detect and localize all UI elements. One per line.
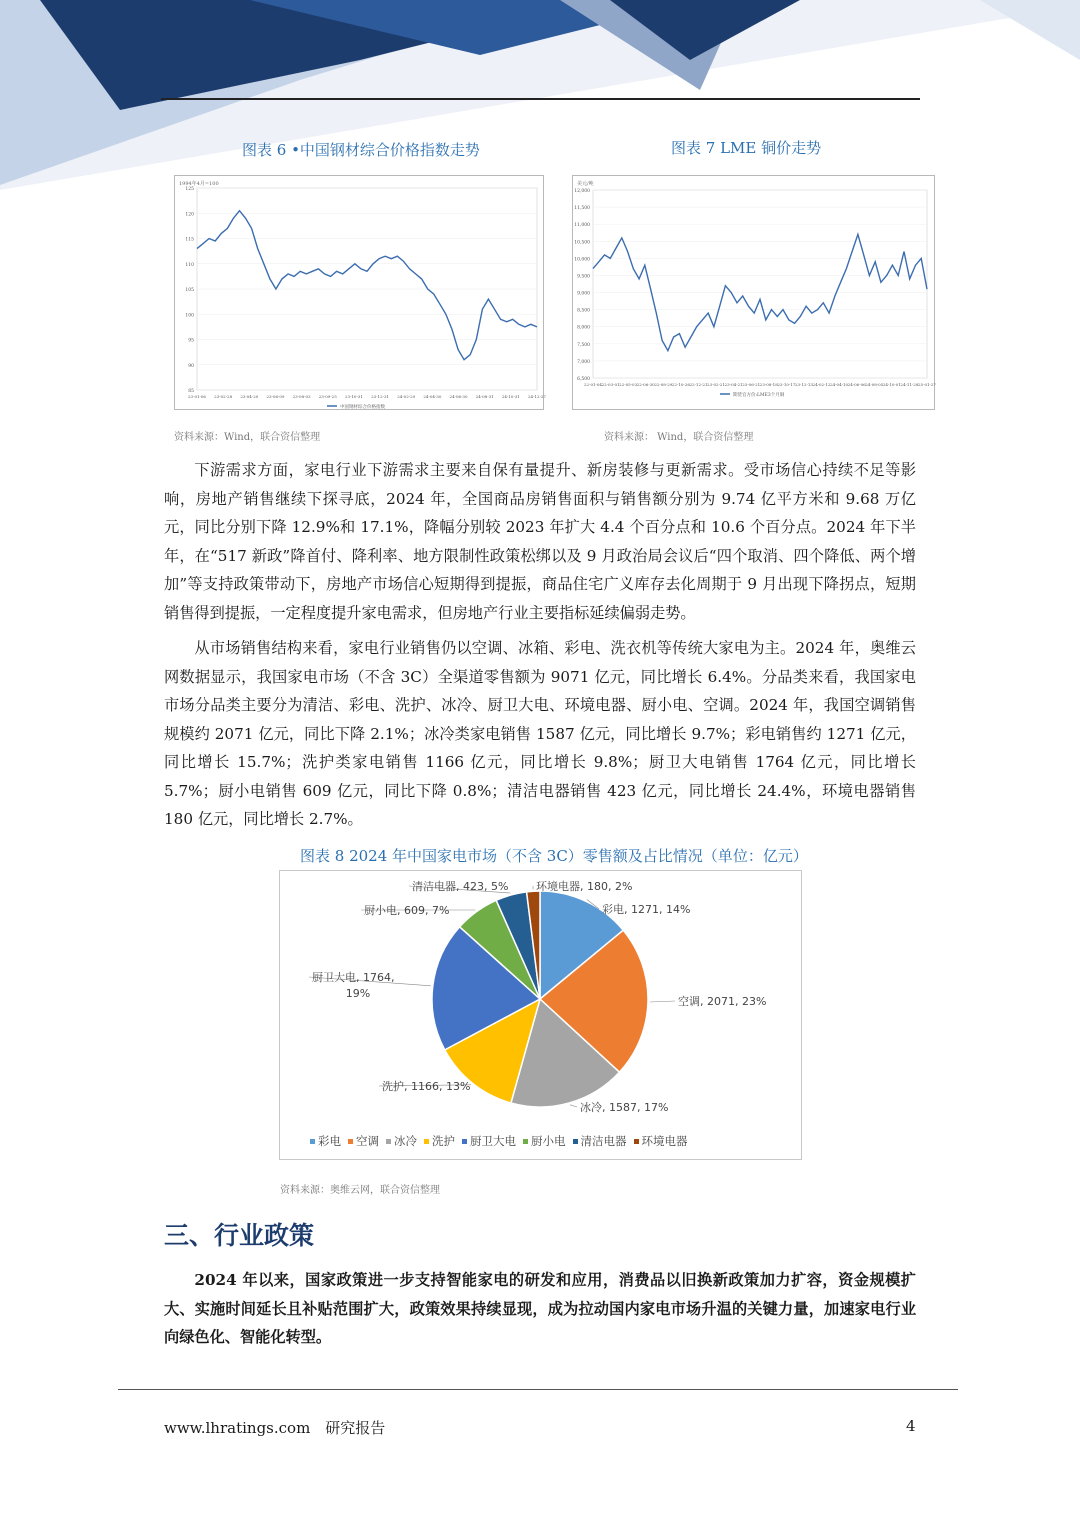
figure6-source: 资料来源：Wind，联合资信整理 — [174, 432, 321, 443]
figure7-plot — [573, 176, 934, 409]
fig6-legend-label: 中国钢材综合价格指数 — [340, 405, 385, 410]
fig6-series-line — [197, 211, 537, 360]
figure8-chart — [279, 870, 802, 1160]
pie-label-洗护: 洗护, 1166, 13% — [382, 1080, 471, 1093]
fig6-ytick: 120 — [185, 212, 194, 218]
page-number: 4 — [906, 1417, 916, 1435]
fig6-ytick: 90 — [188, 363, 194, 369]
legend-label: 彩电 — [318, 1134, 341, 1148]
section-title: 三、行业政策 — [164, 1221, 315, 1250]
fig7-xtick: 23-06-21 — [742, 382, 761, 387]
fig7-xtick: 24-06-06 — [847, 382, 866, 387]
legend-item-洗护 — [424, 1133, 455, 1149]
fig6-ytick: 125 — [185, 187, 194, 192]
fig6-xtick: 23-02-28 — [214, 394, 233, 399]
figure6-title: 图表 6 •中国钢材综合价格指数走势 — [242, 141, 480, 159]
pie-label-空调: 空调, 2071, 23% — [678, 995, 767, 1008]
fig6-xtick: 24-08-31 — [475, 394, 494, 399]
fig7-legend-label: 期货官方价:LME3个月铜 — [733, 393, 785, 398]
legend-item-环境电器 — [634, 1133, 688, 1149]
fig6-xtick: 23-04-20 — [240, 394, 259, 399]
paragraph-demand: 下游需求方面，家电行业下游需求主要来自保有量提升、新房装修与更新需求。受市场信心持续不足等影响，房地产销售继续下探寻底，2024 年，全国商品房销售面积与销售额分别为 9.74 亿平方米和 9.68 万亿元，同比分别下降 12.9%和 17.1%，降幅分别较 2023 年扩大 4.4 个百分点和 10.6 个百分点。2024 年下半年，在“517 新政”降首付、降利率、地方限制性政策松绑以及 9 月政治局会议后“四个取消、四个降低、两个增加”等支持政策带动下，房地产市场信心短期得到提振，商品住宅广义库存去化周期于 9 月出现下降拐点，短期销售得到提振，一定程度提升家电需求，但房地产行业主要指标延续偏弱走势。 — [164, 461, 916, 622]
fig7-xtick: 22-01-04 — [584, 382, 602, 387]
fig7-ytick: 7,500 — [577, 342, 590, 348]
legend-label: 洗护 — [432, 1134, 455, 1148]
fig7-xtick: 23-04-21 — [724, 382, 743, 387]
legend-item-厨卫大电 — [462, 1133, 516, 1149]
pie-label-厨小电: 厨小电, 609, 7% — [364, 904, 450, 917]
fig7-xtick: 22-10-26 — [671, 382, 690, 387]
legend-swatch — [634, 1139, 639, 1144]
fig6-xtick: 23-12-31 — [371, 394, 390, 399]
figure7-source: 资料来源： Wind，联合资信整理 — [604, 432, 754, 443]
paragraph-structure: 从市场销售结构来看，家电行业销售仍以空调、冰箱、彩电、洗衣机等传统大家电为主。2024 年，奥维云网数据显示，我国家电市场（不含 3C）全渠道零售额为 9071 亿元，同比增长 6.4%。分品类来看，我国家电市场分品类主要分为清洁、彩电、洗护、冰冷、厨卫大电、环境电器、厨小电、空调。2024 年，我国空调销售规模约 2071 亿元，同比下降 2.1%；冰冷类家电销售 1587 亿元，同比增长 9.7%；彩电销售约 1271 亿元，同比增长 15.7%；洗护类家电销售 1166 亿元，同比增长 9.8%；厨卫大电销售 1764 亿元，同比增长 5.7%；厨小电销售 609 亿元，同比下降 0.8%；清洁电器销售 423 亿元，同比增长 24.4%，环境电器销售 180 亿元，同比增长 2.7%。 — [164, 639, 916, 828]
fig6-xtick: 24-06-30 — [449, 394, 468, 399]
fig7-xtick: 24-04-10 — [830, 382, 849, 387]
legend-label: 环境电器 — [641, 1134, 688, 1148]
pie-label-彩电: 彩电, 1271, 14% — [602, 903, 691, 916]
fig7-ytick: 9,500 — [577, 274, 590, 280]
fig6-ytick: 95 — [188, 338, 194, 344]
fig7-xtick: 22-05-03 — [619, 382, 638, 387]
footer-rule — [118, 1389, 958, 1390]
figure7-title: 图表 7 LME 铜价走势 — [671, 139, 822, 157]
fig6-xtick: 23-09-25 — [318, 394, 337, 399]
paragraph-policy: 2024 年以来，国家政策进一步支持智能家电的研发和应用，消费品以旧换新政策加力扩容，资金规模扩大、实施时间延长且补贴范围扩大，政策效果持续显现，成为拉动国内家电市场升温的关键力量，加速家电行业向绿色化、智能化转型。 — [164, 1271, 916, 1346]
fig7-xtick: 24-11-28 — [900, 382, 919, 387]
fig6-unit: 1994年4月=100 — [179, 181, 219, 187]
fig7-xtick: 24-10-01 — [882, 382, 901, 387]
fig6-ytick: 85 — [188, 389, 194, 394]
legend-item-空调 — [348, 1133, 379, 1149]
legend-item-冰冷 — [386, 1133, 417, 1149]
fig7-xtick: 22-03-01 — [601, 382, 620, 387]
fig7-xtick: 22-12-21 — [689, 382, 708, 387]
header-banner — [0, 0, 1080, 190]
legend-label: 清洁电器 — [580, 1134, 627, 1148]
fig7-xtick: 23-02-21 — [707, 382, 726, 387]
fig7-ytick: 8,000 — [577, 325, 590, 331]
fig6-ytick: 105 — [185, 288, 194, 293]
figure8-pie — [280, 871, 801, 1159]
pie-leader-line — [570, 1105, 577, 1107]
fig7-xtick: 22-06-30 — [636, 382, 655, 387]
legend-swatch — [310, 1139, 315, 1144]
fig7-ytick: 10,000 — [574, 257, 590, 263]
fig7-ytick: 8,500 — [577, 308, 590, 314]
fig6-xtick: 24-04-30 — [423, 394, 442, 399]
figure7-chart — [572, 175, 935, 410]
pie-label-环境电器: 环境电器, 180, 2% — [536, 880, 633, 893]
fig6-xtick: 24-02-29 — [397, 394, 416, 399]
fig7-unit: 美元/吨 — [577, 181, 594, 187]
fig6-xtick: 23-01-06 — [188, 394, 206, 399]
figure8-title: 图表 8 2024 年中国家电市场（不含 3C）零售额及占比情况（单位：亿元） — [300, 847, 808, 865]
fig6-xtick: 24-10-31 — [501, 394, 520, 399]
legend-label: 厨小电 — [531, 1134, 566, 1148]
fig7-xtick: 24-02-12 — [812, 382, 831, 387]
pie-label-冰冷: 冰冷, 1587, 17% — [580, 1101, 669, 1114]
fig7-ytick: 6,500 — [577, 377, 590, 382]
figure8-legend — [310, 1133, 790, 1149]
fig7-plot-area — [593, 190, 927, 378]
fig6-xtick: 24-12-27 — [528, 394, 546, 399]
legend-label: 冰冷 — [394, 1134, 417, 1148]
fig6-xtick: 23-06-09 — [266, 394, 285, 399]
legend-label: 空调 — [356, 1134, 379, 1148]
fig6-xtick: 23-08-03 — [292, 394, 311, 399]
fig7-xtick: 22-08-29 — [654, 382, 673, 387]
legend-item-彩电 — [310, 1133, 341, 1149]
fig7-ytick: 10,500 — [574, 240, 590, 246]
fig7-ytick: 7,000 — [577, 359, 590, 365]
figure8-source: 资料来源：奥维云网，联合资信整理 — [280, 1185, 440, 1196]
pie-leader-line — [650, 1001, 675, 1002]
fig7-ytick: 9,000 — [577, 291, 590, 297]
fig6-ytick: 115 — [185, 237, 194, 243]
legend-swatch — [348, 1139, 353, 1144]
fig7-ytick: 11,000 — [574, 223, 590, 229]
legend-swatch — [386, 1139, 391, 1144]
fig7-ytick: 12,000 — [574, 189, 590, 194]
legend-swatch — [523, 1139, 528, 1144]
fig7-xtick: 24-08-05 — [865, 382, 884, 387]
fig6-ytick: 100 — [185, 313, 194, 319]
pie-label-清洁电器: 清洁电器, 423, 5% — [412, 880, 509, 893]
footer-text: www.lhratings.com 研究报告 — [164, 1419, 386, 1437]
legend-label: 厨卫大电 — [470, 1134, 516, 1148]
header-rule — [161, 98, 920, 100]
legend-item-厨小电 — [523, 1133, 566, 1149]
figure6-plot — [175, 176, 546, 410]
legend-swatch — [424, 1139, 429, 1144]
legend-swatch — [462, 1139, 467, 1144]
fig6-ytick: 110 — [185, 262, 194, 268]
fig7-ytick: 11,500 — [574, 206, 590, 212]
pie-label-pct-厨卫大电: 19% — [345, 987, 371, 1000]
fig7-xtick: 23-12-13 — [794, 382, 813, 387]
fig7-xtick: 23-08-18 — [759, 382, 778, 387]
legend-swatch — [573, 1139, 578, 1144]
fig7-xtick: 23-10-17 — [777, 382, 796, 387]
legend-item-清洁电器 — [573, 1133, 627, 1149]
figure6-chart — [174, 175, 544, 410]
fig7-xtick: 25-01-27 — [918, 382, 936, 387]
fig6-xtick: 23-10-31 — [344, 394, 363, 399]
pie-label-厨卫大电: 厨卫大电, 1764, — [312, 971, 395, 984]
